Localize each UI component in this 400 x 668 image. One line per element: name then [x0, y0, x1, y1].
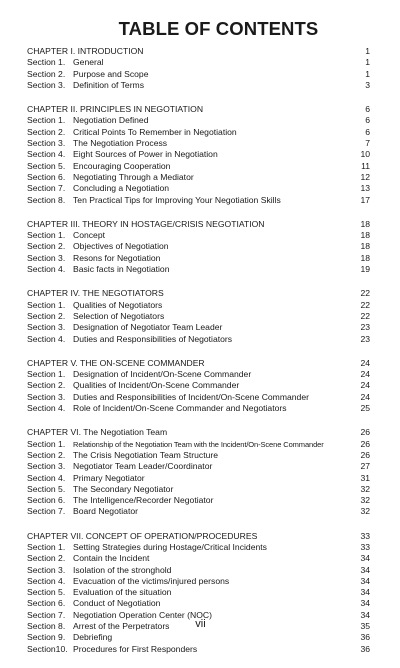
section-page-number: 25	[360, 403, 370, 414]
section-page-number: 18	[360, 241, 370, 252]
section-row	[27, 149, 370, 160]
section-page-number: 24	[360, 380, 370, 391]
section-page-number: 7	[365, 138, 370, 149]
section-number: Section 1.	[27, 299, 66, 310]
section-number: Section 2.	[27, 553, 66, 564]
section-page-number: 36	[360, 643, 370, 654]
section-number: Section 8.	[27, 621, 66, 632]
chapter-heading: CHAPTER II. PRINCIPLES IN NEGOTIATION	[27, 104, 204, 115]
section-title: Arrest of the Perpetrators	[73, 621, 170, 632]
section-row	[27, 322, 370, 333]
chapter-page-number: 1	[365, 46, 370, 56]
section-entry	[27, 598, 356, 609]
section-page-number: 6	[365, 126, 370, 137]
section-row	[27, 439, 370, 450]
section-page-number: 10	[360, 149, 370, 160]
section-page-number: 23	[360, 333, 370, 344]
section-entry	[27, 172, 356, 183]
section-title: Encouraging Cooperation	[73, 160, 171, 171]
section-number: Section 7.	[27, 183, 66, 194]
section-number: Section 1.	[27, 57, 66, 68]
section-title: Eight Sources of Power in Negotiation	[73, 149, 218, 160]
section-title: Setting Strategies during Hostage/Critical Incidents	[73, 541, 267, 552]
section-entry	[27, 506, 356, 517]
section-title: The Negotiation Process	[73, 138, 168, 149]
section-row	[27, 334, 370, 345]
toc-list	[27, 46, 370, 668]
section-row	[27, 241, 370, 252]
section-row	[27, 183, 370, 194]
section-page-number: 18	[360, 252, 370, 263]
section-title: Procedures for First Responders	[73, 643, 198, 654]
section-number: Section 4.	[27, 575, 66, 586]
section-row	[27, 403, 370, 414]
section-row	[27, 565, 370, 576]
section-row	[27, 553, 370, 564]
section-entry	[27, 57, 361, 68]
chapter-page-number: 22	[360, 288, 370, 299]
chapter-heading-row	[27, 288, 370, 299]
section-title: Designation of Negotiator Team Leader	[73, 322, 223, 333]
section-entry	[27, 195, 356, 206]
section-number: Section 1.	[27, 541, 66, 552]
section-row	[27, 230, 370, 241]
section-page-number: 34	[360, 564, 370, 575]
section-row	[27, 195, 370, 206]
chapter-heading-row	[27, 46, 370, 57]
section-page-number: 17	[360, 194, 370, 205]
section-entry	[27, 403, 356, 414]
section-number: Section 3.	[27, 252, 66, 263]
section-row	[27, 253, 370, 264]
section-row	[27, 127, 370, 138]
chapter-heading: CHAPTER VI. The Negotiation Team	[27, 427, 168, 438]
section-row	[27, 598, 370, 609]
chapter-heading: CHAPTER V. THE ON-SCENE COMMANDER	[27, 357, 205, 368]
section-page-number: 34	[360, 553, 370, 564]
section-entry	[27, 253, 356, 264]
section-number: Section 4.	[27, 264, 66, 275]
section-page-number: 31	[360, 472, 370, 483]
section-entry	[27, 138, 361, 149]
section-title: Evacuation of the victims/injured persons	[73, 575, 230, 586]
section-entry	[27, 450, 356, 461]
section-number: Section 3.	[27, 322, 66, 333]
section-row	[27, 542, 370, 553]
section-number: Section 3.	[27, 564, 66, 575]
chapter-heading: CHAPTER III. THEORY IN HOSTAGE/CRISIS NEGOTIATION	[27, 218, 265, 229]
section-page-number: 12	[360, 171, 370, 182]
section-row	[27, 57, 370, 68]
section-row	[27, 473, 370, 484]
chapter-page-number: 26	[360, 427, 370, 438]
section-page-number: 13	[360, 183, 370, 194]
chapter-block	[27, 46, 370, 91]
document-page	[27, 0, 370, 654]
section-entry	[27, 80, 361, 91]
section-entry	[27, 565, 356, 576]
section-title: Negotiating Through a Mediator	[73, 171, 194, 182]
section-entry	[27, 542, 356, 553]
section-page-number: 32	[360, 506, 370, 517]
chapter-heading: CHAPTER VII. CONCEPT OF OPERATION/PROCEDURES	[27, 530, 258, 541]
section-entry	[27, 127, 361, 138]
section-number: Section 4.	[27, 472, 66, 483]
chapter-heading-row	[27, 104, 370, 115]
section-number: Section 6.	[27, 495, 66, 506]
section-number: Section 2.	[27, 68, 66, 79]
section-title: The Secondary Negotiator	[73, 483, 174, 494]
section-number: Section 7.	[27, 506, 66, 517]
section-page-number: 19	[360, 264, 370, 275]
section-number: Section 2.	[27, 241, 66, 252]
section-number: Section 5.	[27, 483, 66, 494]
section-entry	[27, 311, 356, 322]
section-entry	[27, 461, 356, 472]
section-number: Section 4.	[27, 403, 66, 414]
section-title: Basic facts in Negotiation	[73, 264, 170, 275]
chapter-heading-row	[27, 427, 370, 438]
page-number: vii	[195, 618, 206, 630]
section-number: Section 8.	[27, 194, 66, 205]
chapter-block	[27, 531, 370, 655]
section-page-number: 22	[360, 310, 370, 321]
section-row	[27, 587, 370, 598]
section-page-number: 26	[360, 449, 370, 460]
section-entry	[27, 183, 356, 194]
section-title: Concept	[73, 230, 106, 241]
section-number: Section 6.	[27, 171, 66, 182]
chapter-page-number: 18	[360, 218, 370, 229]
section-page-number: 34	[360, 587, 370, 598]
section-page-number: 34	[360, 598, 370, 609]
section-title: Debriefing	[73, 632, 113, 643]
section-row	[27, 300, 370, 311]
section-row	[27, 80, 370, 91]
section-number: Section 2.	[27, 449, 66, 460]
section-page-number: 27	[360, 461, 370, 472]
section-title: General	[73, 57, 104, 68]
section-page-number: 33	[360, 541, 370, 552]
section-page-number: 1	[365, 57, 370, 68]
section-page-number: 24	[360, 391, 370, 402]
section-number: Section 3.	[27, 79, 66, 90]
section-entry	[27, 495, 356, 506]
section-entry	[27, 473, 356, 484]
section-row	[27, 138, 370, 149]
section-row	[27, 506, 370, 517]
section-title: The Intelligence/Recorder Negotiator	[73, 495, 214, 506]
section-title: Primary Negotiator	[73, 472, 145, 483]
chapter-heading-row	[27, 531, 370, 542]
section-row	[27, 380, 370, 391]
section-page-number: 35	[360, 621, 370, 632]
section-number: Section 7.	[27, 609, 66, 620]
section-row	[27, 115, 370, 126]
section-row	[27, 461, 370, 472]
section-entry	[27, 230, 356, 241]
section-page-number: 6	[365, 115, 370, 126]
chapter-page-number: 6	[365, 104, 370, 115]
section-row	[27, 172, 370, 183]
section-title: Duties and Responsibilities of Incident/On-Scene Commander	[73, 391, 309, 402]
section-entry	[27, 115, 361, 126]
section-title: Concluding a Negotiation	[73, 183, 170, 194]
chapter-block	[27, 104, 370, 206]
section-entry	[27, 161, 357, 172]
section-title: Qualities of Incident/On-Scene Commander	[73, 380, 240, 391]
section-title: Definition of Terms	[73, 79, 145, 90]
section-title: The Crisis Negotiation Team Structure	[73, 449, 219, 460]
section-page-number: 11	[361, 160, 370, 171]
section-entry	[27, 241, 356, 252]
section-entry	[27, 484, 356, 495]
section-entry	[27, 322, 356, 333]
section-row	[27, 264, 370, 275]
section-row	[27, 69, 370, 80]
section-title: Board Negotiator	[73, 506, 138, 517]
section-row	[27, 495, 370, 506]
page-title: TABLE OF CONTENTS	[118, 18, 319, 39]
section-number: Section 1.	[27, 369, 66, 380]
section-title: Objectives of Negotiation	[73, 241, 169, 252]
section-page-number: 32	[360, 495, 370, 506]
chapter-block	[27, 288, 370, 344]
chapter-block	[27, 358, 370, 414]
section-page-number: 34	[360, 609, 370, 620]
section-entry	[27, 149, 356, 160]
section-entry	[27, 553, 356, 564]
section-entry	[27, 587, 356, 598]
section-number: Section10.	[27, 643, 68, 654]
chapter-heading-row	[27, 358, 370, 369]
section-number: Section 2.	[27, 310, 66, 321]
section-title: Evaluation of the situation	[73, 587, 172, 598]
section-title: Isolation of the stronghold	[73, 564, 172, 575]
section-number: Section 4.	[27, 333, 66, 344]
section-row	[27, 161, 370, 172]
section-title: Critical Points To Remember in Negotiation	[73, 126, 237, 137]
section-entry	[27, 644, 356, 655]
section-number: Section 3.	[27, 138, 66, 149]
section-number: Section 3.	[27, 461, 66, 472]
section-entry	[27, 632, 356, 643]
section-title: Resons for Negotiation	[73, 252, 161, 263]
section-title: Qualities of Negotiators	[73, 299, 163, 310]
section-title: Relationship of the Negotiation Team with the Incident/On-Scene Commander	[73, 439, 324, 449]
section-number: Section 1.	[27, 230, 66, 241]
section-number: Section 4.	[27, 149, 66, 160]
section-title: Negotiation Operation Center (NOC)	[73, 609, 212, 620]
chapter-block	[27, 219, 370, 275]
section-row	[27, 484, 370, 495]
section-entry	[27, 439, 356, 450]
chapter-heading-row	[27, 219, 370, 230]
section-number: Section 2.	[27, 126, 66, 137]
section-entry	[27, 264, 356, 275]
section-number: Section 1.	[27, 115, 66, 126]
section-page-number: 36	[360, 632, 370, 643]
section-row	[27, 576, 370, 587]
chapter-heading: CHAPTER I. INTRODUCTION	[27, 46, 144, 56]
chapter-page-number: 33	[360, 530, 370, 541]
section-entry	[27, 392, 356, 403]
section-row	[27, 369, 370, 380]
section-entry	[27, 300, 356, 311]
section-number: Section 6.	[27, 598, 66, 609]
section-row	[27, 392, 370, 403]
section-page-number: 23	[360, 322, 370, 333]
section-title: Designation of Incident/On-Scene Commander	[73, 369, 252, 380]
section-title: Negotiation Defined	[73, 115, 149, 126]
section-page-number: 1	[365, 68, 370, 79]
section-page-number: 24	[360, 369, 370, 380]
section-page-number: 22	[360, 299, 370, 310]
section-page-number: 26	[360, 438, 370, 449]
section-title: Negotiator Team Leader/Coordinator	[73, 461, 213, 472]
section-title: Conduct of Negotiation	[73, 598, 161, 609]
section-page-number: 18	[360, 230, 370, 241]
chapter-block	[27, 427, 370, 517]
section-title: Role of Incident/On-Scene Commander and Negotiators	[73, 403, 287, 414]
chapter-heading: CHAPTER IV. THE NEGOTIATORS	[27, 288, 164, 299]
chapter-page-number: 24	[360, 357, 370, 368]
section-title: Contain the Incident	[73, 553, 150, 564]
section-number: Section 9.	[27, 632, 66, 643]
section-page-number: 32	[360, 483, 370, 494]
section-number: Section 5.	[27, 160, 66, 171]
section-number: Section 5.	[27, 587, 66, 598]
section-row	[27, 311, 370, 322]
section-row	[27, 450, 370, 461]
section-number: Section 1.	[27, 438, 66, 449]
section-page-number: 3	[365, 79, 370, 90]
section-row	[27, 644, 370, 655]
section-title: Ten Practical Tips for Improving Your Negotiation Skills	[73, 194, 281, 205]
section-entry	[27, 334, 356, 345]
section-page-number: 34	[360, 575, 370, 586]
section-entry	[27, 380, 356, 391]
section-number: Section 3.	[27, 391, 66, 402]
section-entry	[27, 369, 356, 380]
section-row	[27, 632, 370, 643]
section-number: Section 2.	[27, 380, 66, 391]
section-entry	[27, 576, 356, 587]
section-title: Selection of Negotiators	[73, 310, 165, 321]
section-title: Duties and Responsibilities of Negotiators	[73, 333, 233, 344]
section-title: Purpose and Scope	[73, 68, 149, 79]
section-entry	[27, 69, 361, 80]
